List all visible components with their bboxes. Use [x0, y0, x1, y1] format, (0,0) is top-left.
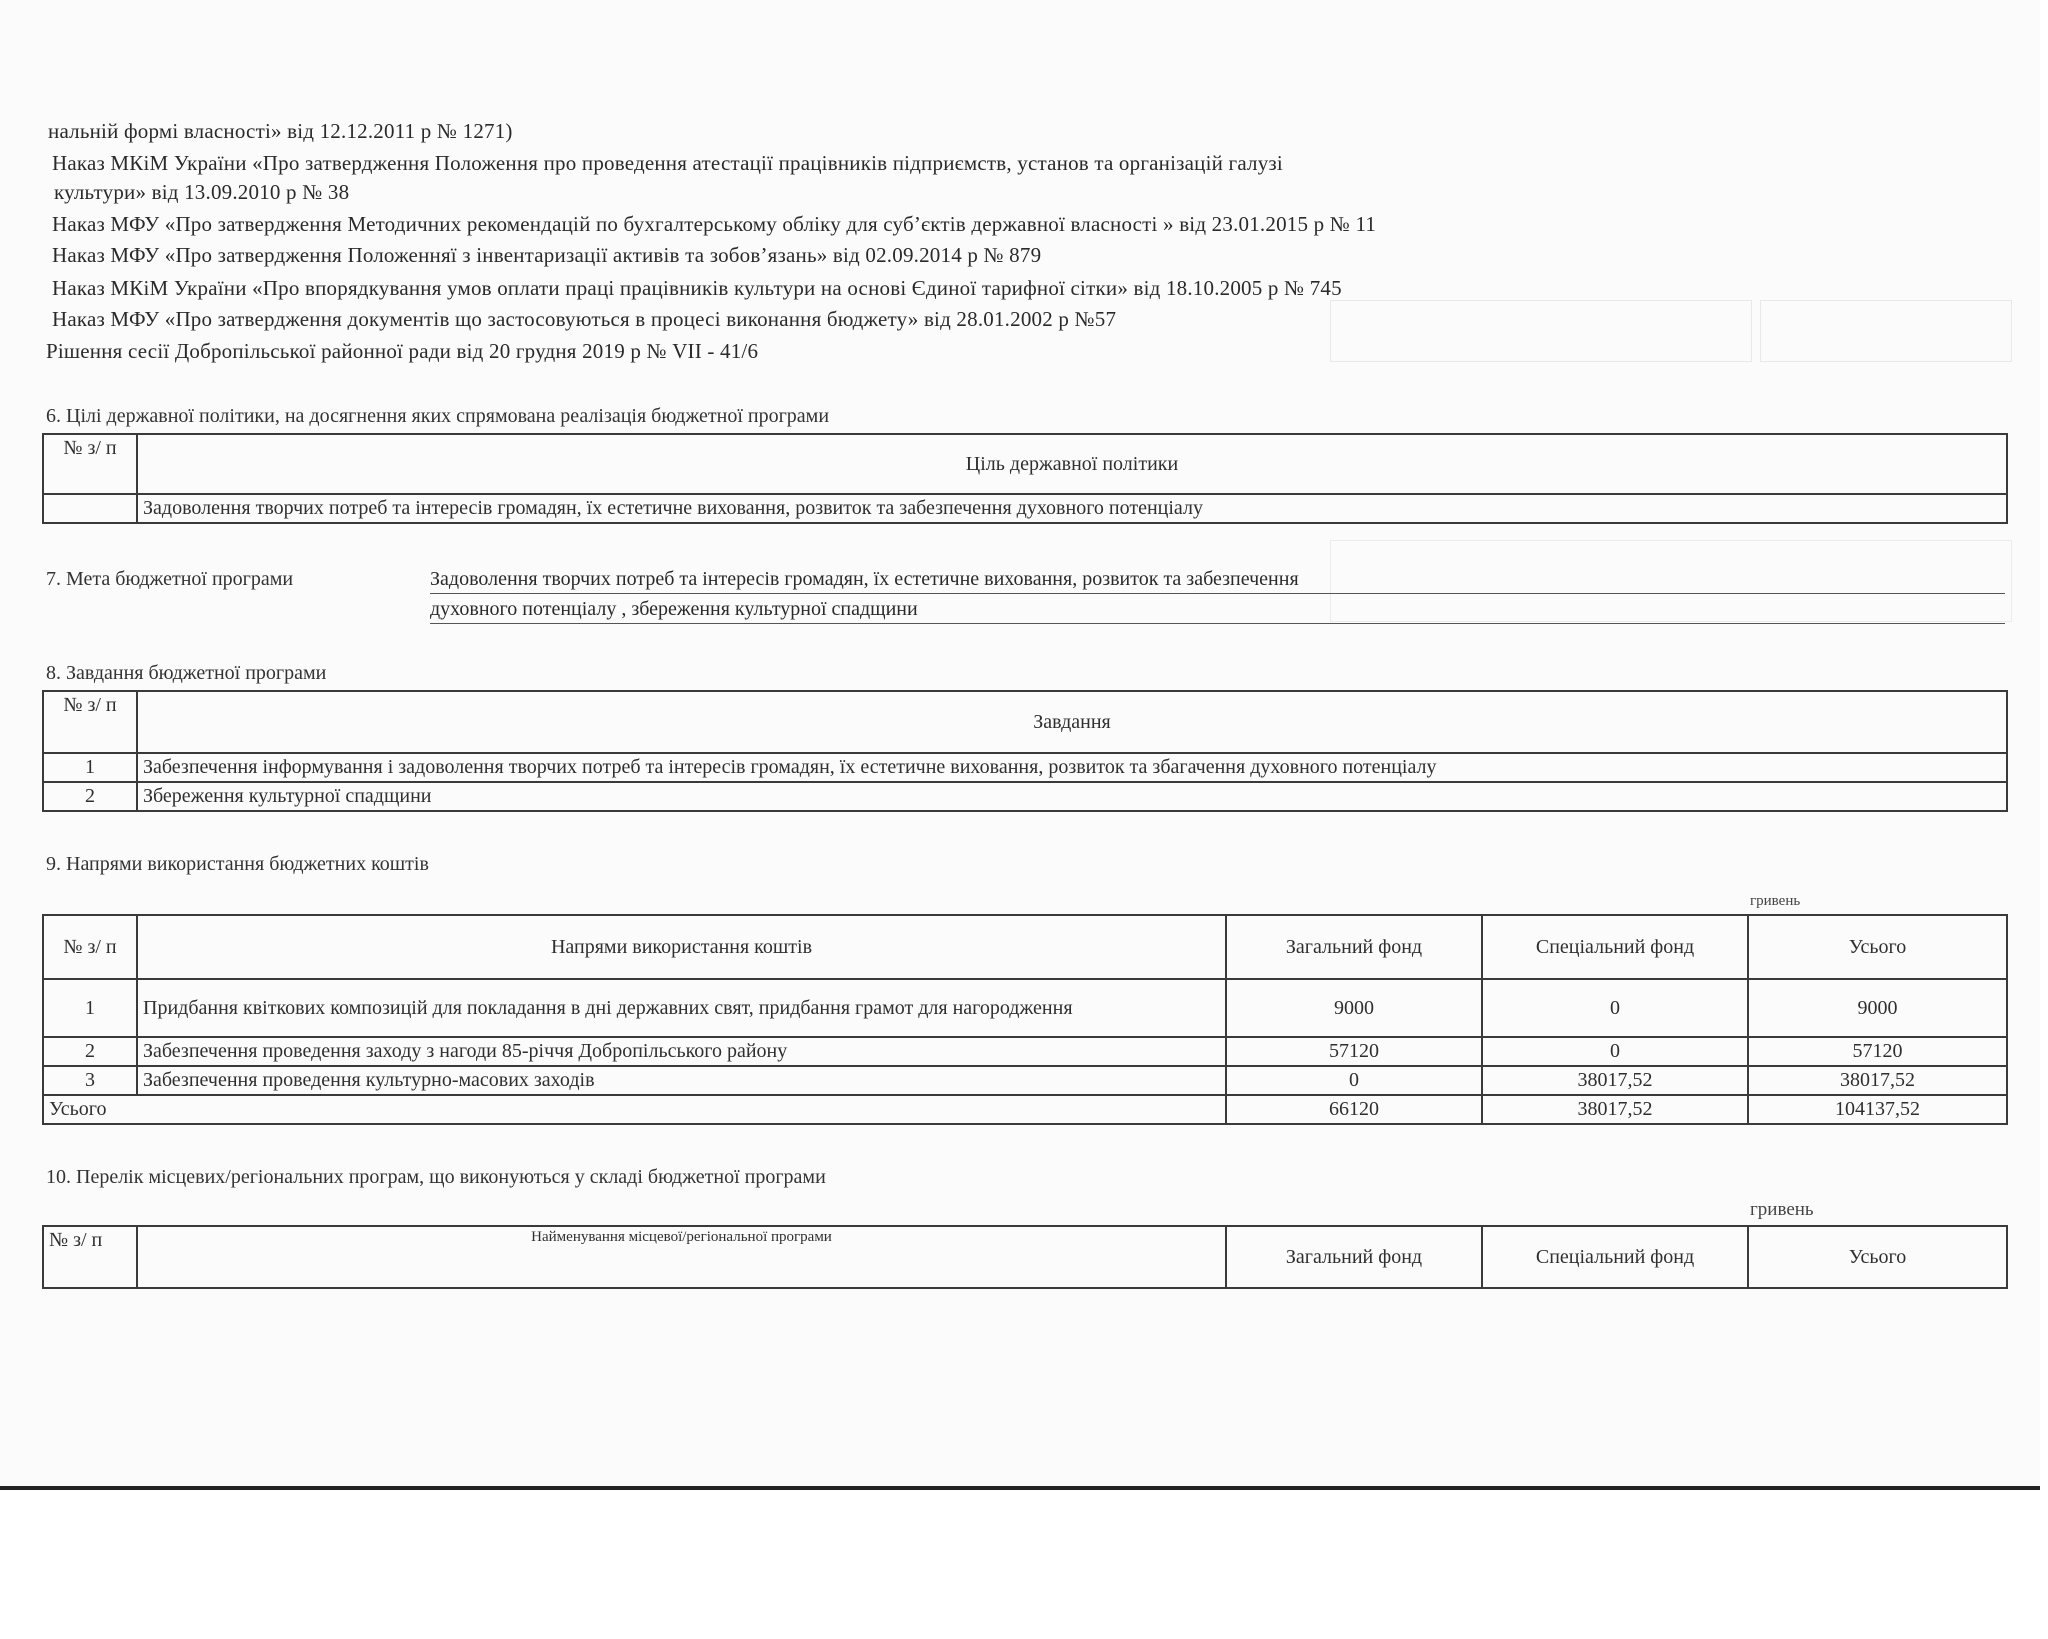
section9-heading: 9. Напрями використання бюджетних коштів	[46, 853, 429, 875]
row-number: 2	[43, 782, 137, 811]
bleed-through-mark	[1330, 300, 1752, 362]
row-general-fund: 57120	[1226, 1037, 1482, 1066]
row-number: 3	[43, 1066, 137, 1095]
row-special-fund: 0	[1482, 979, 1748, 1037]
legal-line: Наказ МФУ «Про затвердження Положенняї з інвентаризації активів та зобов’язань» від 02.09.2014 р № 879	[52, 243, 1042, 267]
table-header-row	[43, 691, 2007, 753]
row-text: Забезпечення інформування і задоволення творчих потреб та інтересів громадян, їх естетичне виховання, розвиток та збагачення духовного потенціалу	[137, 753, 2007, 782]
row-total: 9000	[1748, 979, 2007, 1037]
col-total-header: Усього	[1748, 1226, 2007, 1288]
col-goal-header: Ціль державної політики	[137, 434, 2007, 494]
col-number-header: № з/ п	[43, 915, 137, 979]
row-number: 2	[43, 1037, 137, 1066]
row-number: 1	[43, 753, 137, 782]
total-general-fund: 66120	[1226, 1095, 1482, 1124]
bleed-through-mark	[1760, 300, 2012, 362]
table-row	[43, 782, 2007, 811]
table-row	[43, 494, 2007, 523]
row-text: Забезпечення проведення культурно-масових заходів	[137, 1066, 1226, 1095]
row-text: Задоволення творчих потреб та інтересів громадян, їх естетичне виховання, розвиток та забезпечення духовного потенціалу	[137, 494, 2007, 523]
program-tasks-table	[42, 690, 2008, 812]
table-header-row	[43, 915, 2007, 979]
legal-line: Наказ МКіМ України «Про впорядкування умов оплати праці працівників культури на основі Єдиної тарифної сітки» від 18.10.2005 р № 745	[52, 276, 1342, 300]
table-header-row	[43, 434, 2007, 494]
col-program-header: Найменування місцевої/регіональної програми	[137, 1226, 1226, 1288]
row-general-fund: 0	[1226, 1066, 1482, 1095]
col-number-header: № з/ п	[43, 1226, 137, 1288]
section6-heading: 6. Цілі державної політики, на досягнення яких спрямована реалізація бюджетної програми	[46, 405, 830, 427]
policy-goals-table	[42, 433, 2008, 524]
row-total: 57120	[1748, 1037, 2007, 1066]
section7-label: 7. Мета бюджетної програми	[46, 568, 294, 590]
col-number-header: № з/ п	[43, 434, 137, 494]
section10-heading: 10. Перелік місцевих/регіональних програм, що виконуються у складі бюджетної програми	[46, 1166, 826, 1188]
col-number-header: № з/ п	[43, 691, 137, 753]
col-special-fund-header: Спеціальний фонд	[1482, 1226, 1748, 1288]
row-number	[43, 494, 137, 523]
col-task-header: Завдання	[137, 691, 2007, 753]
section8-heading: 8. Завдання бюджетної програми	[46, 662, 327, 684]
row-text: Придбання квіткових композицій для покладання в дні державних свят, придбання грамот для нагородження	[137, 979, 1226, 1037]
table-total-row	[43, 1095, 2007, 1124]
local-programs-table	[42, 1225, 2008, 1289]
total-overall: 104137,52	[1748, 1095, 2007, 1124]
row-total: 38017,52	[1748, 1066, 2007, 1095]
legal-line: Наказ МФУ «Про затвердження Методичних рекомендацій по бухгалтерському обліку для суб’єктів державної власності » від 23.01.2015 р № 11	[52, 212, 1377, 236]
total-special-fund: 38017,52	[1482, 1095, 1748, 1124]
legal-line: нальній формі власності» від 12.12.2011 р № 1271)	[48, 119, 513, 143]
legal-line: Наказ МКіМ України «Про затвердження Положення про проведення атестації працівників підприємств, установ та організацій галузі	[52, 151, 1283, 175]
program-goal-line2: духовного потенціалу , збереження культурної спадщини	[430, 598, 2005, 624]
col-general-fund-header: Загальний фонд	[1226, 1226, 1482, 1288]
legal-line: культури» від 13.09.2010 р № 38	[54, 180, 350, 204]
row-general-fund: 9000	[1226, 979, 1482, 1037]
table-row	[43, 1066, 2007, 1095]
row-special-fund: 0	[1482, 1037, 1748, 1066]
row-text: Забезпечення проведення заходу з нагоди 85-річчя Добропільського району	[137, 1037, 1226, 1066]
fund-usage-table	[42, 914, 2008, 1125]
col-general-fund-header: Загальний фонд	[1226, 915, 1482, 979]
col-total-header: Усього	[1748, 915, 2007, 979]
program-goal-line1: Задоволення творчих потреб та інтересів громадян, їх естетичне виховання, розвиток та забезпечення	[430, 568, 2005, 594]
total-label: Усього	[43, 1095, 1226, 1124]
row-number: 1	[43, 979, 137, 1037]
row-text: Збереження культурної спадщини	[137, 782, 2007, 811]
currency-unit: гривень	[1750, 893, 1801, 909]
col-special-fund-header: Спеціальний фонд	[1482, 915, 1748, 979]
legal-line: Рішення сесії Добропільської районної ради від 20 грудня 2019 р № VII - 41/6	[46, 339, 759, 363]
legal-line: Наказ МФУ «Про затвердження документів що застосовуються в процесі виконання бюджету» від 28.01.2002 р №57	[52, 307, 1117, 331]
table-row	[43, 1037, 2007, 1066]
table-row	[43, 979, 2007, 1037]
col-direction-header: Напрями використання коштів	[137, 915, 1226, 979]
table-row	[43, 753, 2007, 782]
row-special-fund: 38017,52	[1482, 1066, 1748, 1095]
table-header-row	[43, 1226, 2007, 1288]
currency-unit: гривень	[1750, 1199, 1814, 1220]
